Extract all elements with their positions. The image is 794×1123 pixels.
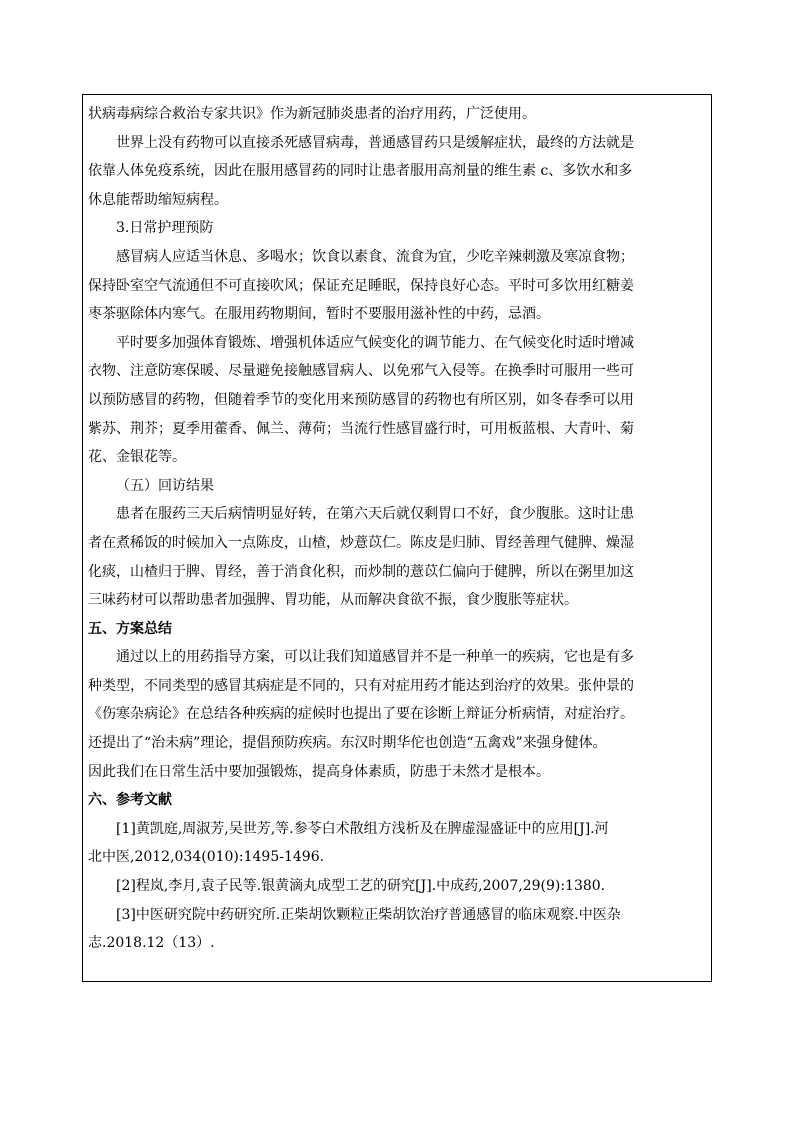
- section-heading: 六、参考文献: [88, 792, 172, 809]
- text-line: 感冒病人应适当休息、多喝水；饮食以素食、流食为宜，少吃辛辣刺激及寒凉食物；: [116, 248, 634, 265]
- text-line: 种类型，不同类型的感冒其病症是不同的，只有对症用药才能达到治疗的效果。张仲景的: [88, 677, 634, 694]
- text-line: 化痰，山楂归于脾、胃经，善于消食化积，而炒制的薏苡仁偏向于健脾，所以在粥里加这: [88, 563, 634, 580]
- text-line: 三味药材可以帮助患者加强脾、胃功能，从而解决食欲不振，食少腹胀等症状。: [88, 592, 578, 609]
- text-line: 还提出了“治未病”理论，提倡预防疾病。东汉时期华佗也创造“五禽戏”来强身健体。: [88, 735, 607, 752]
- text-line: 平时要多加强体育锻炼、增强机体适应气候变化的调节能力、在气候变化时适时增减: [116, 334, 634, 351]
- text-line: 紫苏、荆芥；夏季用藿香、佩兰、薄荷；当流行性感冒盛行时，可用板蓝根、大青叶、菊: [88, 420, 634, 437]
- text-line: 枣茶驱除体内寒气。在服用药物期间，暂时不要服用滋补性的中药，忌酒。: [88, 306, 550, 323]
- document-body: [88, 100, 708, 958]
- reference-item: [1]黄凯庭,周淑芳,吴世芳,等.参苓白术散组方浅析及在脾虚湿盛证中的应用[J].河: [116, 820, 609, 837]
- text-line: 患者在服药三天后病情明显好转，在第六天后就仅剩胃口不好，食少腹胀。这时让患: [116, 506, 634, 523]
- text-line: 通过以上的用药指导方案，可以让我们知道感冒并不是一种单一的疾病，它也是有多: [116, 649, 634, 666]
- text-line: 世界上没有药物可以直接杀死感冒病毒，普通感冒药只是缓解症状，最终的方法就是: [116, 134, 634, 151]
- text-line: 《伤寒杂病论》在总结各种疾病的症候时也提出了要在诊断上辩证分析病情，对症治疗。: [88, 706, 634, 723]
- section-heading: 五、方案总结: [88, 620, 172, 637]
- text-line: 以预防感冒的药物，但随着季节的变化用来预防感冒的药物也有所区别，如冬春季可以用: [88, 391, 634, 408]
- text-line: 衣物、注意防寒保暖、尽量避免接触感冒病人、以免邪气入侵等。在换季时可服用一些可: [88, 363, 634, 380]
- text-line: 状病毒病综合救治专家共识》作为新冠肺炎患者的治疗用药，广泛使用。: [88, 106, 536, 122]
- text-line: 者在煮稀饭的时候加入一点陈皮，山楂，炒薏苡仁。陈皮是归肺、胃经善理气健脾、燥湿: [88, 534, 634, 551]
- reference-item: 北中医,2012,034(010):1495-1496.: [88, 849, 325, 866]
- subsection-heading: （五）回访结果: [116, 477, 214, 494]
- reference-item: 志.2018.12（13）.: [88, 935, 215, 952]
- text-line: 花、金银花等。: [88, 449, 186, 466]
- text-line: 依靠人体免疫系统，因此在服用感冒药的同时让患者服用高剂量的维生素 c、多饮水和多: [88, 163, 633, 180]
- subsection-heading: 3.日常护理预防: [116, 220, 214, 237]
- text-line: 休息能帮助缩短病程。: [88, 191, 228, 208]
- reference-item: [2]程岚,李月,袁子民等.银黄滴丸成型工艺的研究[J].中成药,2007,29(9):1380.: [116, 878, 606, 895]
- reference-item: [3]中医研究院中药研究所.正柴胡饮颗粒正柴胡饮治疗普通感冒的临床观察.中医杂: [116, 906, 621, 923]
- text-line: 因此我们在日常生活中要加强锻炼，提高身体素质，防患于未然才是根本。: [88, 763, 550, 780]
- text-line: 保持卧室空气流通但不可直接吹风；保证充足睡眠，保持良好心态。平时可多饮用红糖姜: [88, 277, 634, 294]
